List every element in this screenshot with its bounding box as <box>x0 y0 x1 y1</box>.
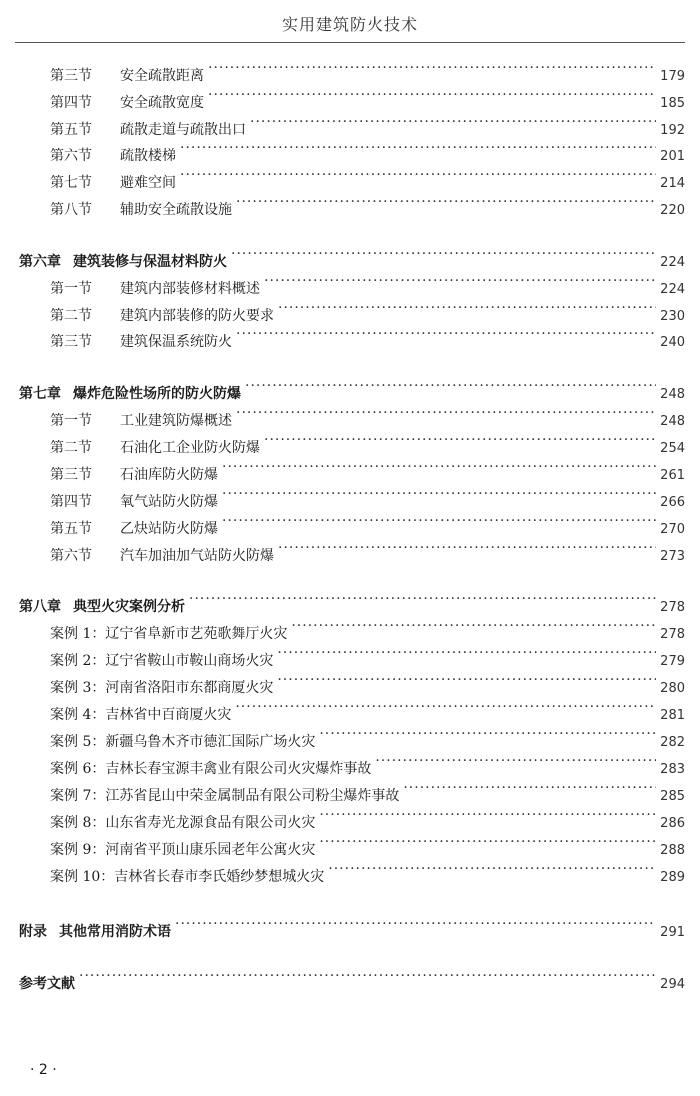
entry-number: 案例 5： <box>50 734 106 750</box>
entry-number: 第七节 <box>50 175 92 191</box>
entry-number: 第三节 <box>50 467 92 483</box>
toc-section-entry[interactable] <box>50 455 685 483</box>
entry-page-number: 220 <box>660 203 685 218</box>
entry-title: 工业建筑防爆概述 <box>120 413 232 429</box>
page-number: · 2 · <box>30 1062 57 1078</box>
entry-title: 辽宁省阜新市艺苑歌舞厅火灾 <box>105 626 288 642</box>
entry-page-number: 248 <box>660 387 685 402</box>
entry-page-number: 266 <box>660 495 685 510</box>
leader-dots <box>319 803 656 827</box>
leader-dots <box>375 749 656 773</box>
leader-dots <box>236 190 656 214</box>
entry-page-number: 281 <box>660 708 685 723</box>
toc-section-entry[interactable] <box>50 163 685 191</box>
entry-page-number: 214 <box>660 176 685 191</box>
entry-page-number: 230 <box>660 309 685 324</box>
entry-page-number: 224 <box>660 255 685 270</box>
entry-number: 第五节 <box>50 521 92 537</box>
toc-case-entry[interactable] <box>50 803 685 831</box>
entry-number: 第六节 <box>50 548 92 564</box>
entry-page-number: 261 <box>660 468 685 483</box>
entry-page-number: 278 <box>660 600 685 615</box>
toc-case-entry[interactable] <box>50 614 685 642</box>
toc-case-entry[interactable] <box>50 749 685 777</box>
toc-section-entry[interactable] <box>50 401 685 429</box>
leader-dots <box>208 83 656 107</box>
entry-title: 疏散楼梯 <box>120 148 176 164</box>
entry-number: 第八节 <box>50 202 92 218</box>
toc-case-entry[interactable] <box>50 857 685 885</box>
toc-section-entry[interactable] <box>50 56 685 84</box>
toc-chapter-entry[interactable] <box>19 587 685 615</box>
toc-chapter-entry[interactable] <box>19 242 685 270</box>
entry-title: 吉林长春宝源丰禽业有限公司火灾爆炸事故 <box>105 761 372 777</box>
entry-title: 氧气站防火防爆 <box>120 494 218 510</box>
toc-section-entry[interactable] <box>50 83 685 111</box>
leader-dots <box>319 722 656 746</box>
entry-number: 案例 2： <box>50 653 106 669</box>
entry-number: 第二节 <box>50 440 92 456</box>
leader-dots <box>235 695 656 719</box>
entry-number: 第六章 <box>19 254 61 270</box>
entry-title: 建筑装修与保温材料防火 <box>73 254 227 270</box>
entry-number: 第五节 <box>50 122 92 138</box>
entry-title: 吉林省中百商厦火灾 <box>105 707 232 723</box>
entry-number: 案例 3： <box>50 680 106 696</box>
entry-title: 建筑内部装修的防火要求 <box>120 308 274 324</box>
toc-section-entry[interactable] <box>50 428 685 456</box>
entry-number: 案例 9： <box>50 842 106 858</box>
toc-section-entry[interactable] <box>50 136 685 164</box>
leader-dots <box>175 912 656 936</box>
toc-chapter-entry[interactable] <box>19 964 685 992</box>
entry-title: 河南省洛阳市东都商厦火灾 <box>105 680 274 696</box>
entry-title: 山东省寿光龙源食品有限公司火灾 <box>105 815 316 831</box>
entry-page-number: 240 <box>660 335 685 350</box>
leader-dots <box>291 614 656 638</box>
toc-section-entry[interactable] <box>50 269 685 297</box>
entry-page-number: 282 <box>660 735 685 750</box>
entry-number: 第一节 <box>50 413 92 429</box>
entry-title: 疏散走道与疏散出口 <box>120 122 246 138</box>
toc-section-entry[interactable] <box>50 110 685 138</box>
entry-title: 其他常用消防术语 <box>59 924 171 940</box>
leader-dots <box>403 776 656 800</box>
entry-number: 第六节 <box>50 148 92 164</box>
entry-title: 辅助安全疏散设施 <box>120 202 232 218</box>
toc-section-entry[interactable] <box>50 296 685 324</box>
toc-case-entry[interactable] <box>50 776 685 804</box>
entry-page-number: 289 <box>660 870 685 885</box>
entry-page-number: 248 <box>660 414 685 429</box>
toc-section-entry[interactable] <box>50 190 685 218</box>
entry-number: 案例 6： <box>50 761 106 777</box>
entry-page-number: 288 <box>660 843 685 858</box>
leader-dots <box>222 509 656 533</box>
entry-number: 第一节 <box>50 281 92 297</box>
entry-page-number: 279 <box>660 654 685 669</box>
entry-page-number: 278 <box>660 627 685 642</box>
leader-dots <box>264 269 656 293</box>
toc-case-entry[interactable] <box>50 695 685 723</box>
entry-number: 案例 10： <box>50 869 115 885</box>
leader-dots <box>278 536 656 560</box>
entry-page-number: 224 <box>660 282 685 297</box>
leader-dots <box>278 296 656 320</box>
entry-title: 吉林省长春市李氏婚纱梦想城火灾 <box>114 869 325 885</box>
entry-title: 石油库防火防爆 <box>120 467 218 483</box>
entry-title: 安全疏散距离 <box>120 68 204 84</box>
entry-title: 石油化工企业防火防爆 <box>120 440 260 456</box>
entry-title: 建筑内部装修材料概述 <box>120 281 260 297</box>
entry-title: 参考文献 <box>19 976 75 992</box>
toc-section-entry[interactable] <box>50 482 685 510</box>
entry-page-number: 285 <box>660 789 685 804</box>
entry-page-number: 291 <box>660 925 685 940</box>
entry-number: 第二节 <box>50 308 92 324</box>
entry-title: 新疆乌鲁木齐市德汇国际广场火灾 <box>105 734 316 750</box>
entry-title: 建筑保温系统防火 <box>120 334 232 350</box>
leader-dots <box>79 964 656 988</box>
toc-case-entry[interactable] <box>50 668 685 696</box>
entry-page-number: 280 <box>660 681 685 696</box>
entry-number: 第四节 <box>50 95 92 111</box>
entry-number: 第四节 <box>50 494 92 510</box>
entry-title: 爆炸危险性场所的防火防爆 <box>73 386 241 402</box>
toc-section-entry[interactable] <box>50 322 685 350</box>
entry-number: 案例 1： <box>50 626 106 642</box>
leader-dots <box>222 482 656 506</box>
entry-title: 典型火灾案例分析 <box>73 599 185 615</box>
entry-page-number: 294 <box>660 977 685 992</box>
entry-number: 附录 <box>19 924 47 940</box>
entry-number: 案例 7： <box>50 788 106 804</box>
entry-number: 第八章 <box>19 599 61 615</box>
leader-dots <box>231 242 656 266</box>
entry-page-number: 185 <box>660 96 685 111</box>
entry-page-number: 192 <box>660 123 685 138</box>
entry-title: 乙炔站防火防爆 <box>120 521 218 537</box>
entry-title: 河南省平顶山康乐园老年公寓火灾 <box>105 842 316 858</box>
toc-case-entry[interactable] <box>50 641 685 669</box>
toc-chapter-entry[interactable] <box>19 374 685 402</box>
entry-page-number: 201 <box>660 149 685 164</box>
entry-number: 案例 8： <box>50 815 106 831</box>
leader-dots <box>222 455 656 479</box>
entry-number: 第七章 <box>19 386 61 402</box>
toc-chapter-entry[interactable] <box>19 912 685 940</box>
entry-page-number: 273 <box>660 549 685 564</box>
entry-title: 安全疏散宽度 <box>120 95 204 111</box>
toc-case-entry[interactable] <box>50 830 685 858</box>
leader-dots <box>277 668 656 692</box>
running-head: 实用建筑防火技术 <box>281 15 418 34</box>
leader-dots <box>236 322 656 346</box>
entry-title: 避难空间 <box>120 175 176 191</box>
entry-number: 第三节 <box>50 334 92 350</box>
leader-dots <box>319 830 656 854</box>
entry-page-number: 254 <box>660 441 685 456</box>
leader-dots <box>245 374 656 398</box>
leader-dots <box>277 641 656 665</box>
entry-page-number: 270 <box>660 522 685 537</box>
leader-dots <box>250 110 656 134</box>
entry-number: 案例 4： <box>50 707 106 723</box>
toc-section-entry[interactable] <box>50 509 685 537</box>
toc-case-entry[interactable] <box>50 722 685 750</box>
leader-dots <box>236 401 656 425</box>
entry-page-number: 179 <box>660 69 685 84</box>
header-rule <box>15 42 685 43</box>
entry-title: 辽宁省鞍山市鞍山商场火灾 <box>105 653 274 669</box>
entry-number: 第三节 <box>50 68 92 84</box>
leader-dots <box>180 163 656 187</box>
leader-dots <box>264 428 656 452</box>
leader-dots <box>208 56 656 80</box>
leader-dots <box>328 857 656 881</box>
entry-title: 江苏省昆山中荣金属制品有限公司粉尘爆炸事故 <box>105 788 400 804</box>
entry-title: 汽车加油加气站防火防爆 <box>120 548 274 564</box>
toc-section-entry[interactable] <box>50 536 685 564</box>
entry-page-number: 286 <box>660 816 685 831</box>
leader-dots <box>180 136 656 160</box>
leader-dots <box>189 587 656 611</box>
entry-page-number: 283 <box>660 762 685 777</box>
